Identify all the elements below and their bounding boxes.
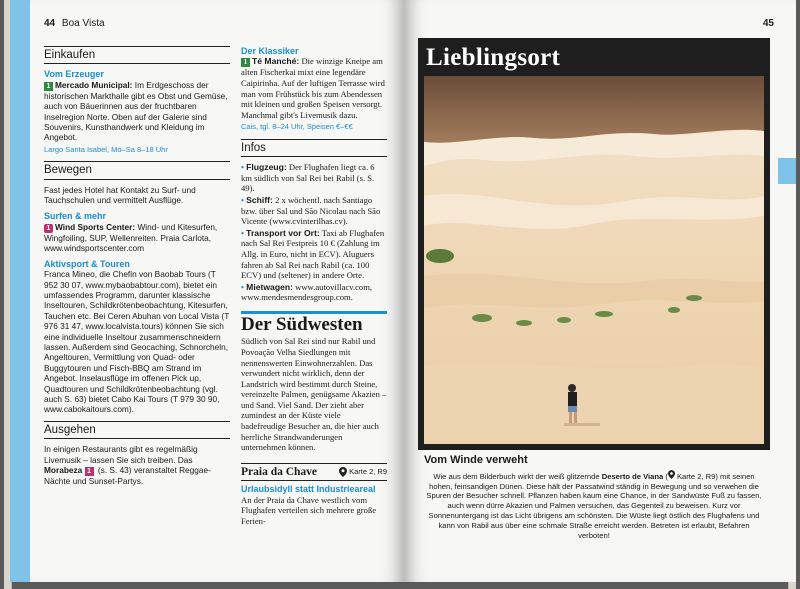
map-pin-icon xyxy=(668,470,675,479)
info-label: Mietwagen: xyxy=(246,281,293,292)
subhead-vom-erzeuger: Vom Erzeuger xyxy=(44,69,104,80)
klassiker-entry xyxy=(241,56,387,120)
map-marker-icon: 1 xyxy=(241,58,250,67)
mercado-info: Largo Santa Isabel, Mo–Sa 8–18 Uhr xyxy=(44,144,168,154)
section-heading-einkaufen: Einkaufen xyxy=(44,46,230,64)
caption-text-b: mit seinen hohen, feinsandigen Dünen. Diese hält der Passatwind ständig in Bewegung und so verwehen die Spuren der Besucher schnell. Pflanzen haben kaum eine Chance, in der Sandwüste Fuß zu fassen, auch wenn dürre Akazien und Palmen versuchen, das Gegenteil zu beweisen. Kurz vor Sonnenuntergang ist das Licht übrigens am schönsten. Die Wüste liegt östlich des Flughafens und kann von Rabil aus über eine schmale Straße erreicht werden. Betreten ist erlaubt, Befahren verboten! xyxy=(426,471,762,540)
left-page xyxy=(10,0,404,582)
map-pin-icon xyxy=(339,467,347,477)
info-text: Der Flughafen liegt ca. 6 km südlich von Sal Rei bei Rabil (s. S. 49). xyxy=(241,162,375,194)
info-item-mietwagen: • Mietwagen: www.autovillacv.com, www.mendesmendesgroup.com. xyxy=(241,281,373,303)
running-head: Boa Vista xyxy=(61,18,105,29)
nightlife-marker-icon: 1 xyxy=(85,467,94,476)
chapter-title-suedwesten: Der Südwesten xyxy=(241,311,387,330)
info-item-transport: • Transport vor Ort: Taxi ab Flughafen nach Sal Rei Festpreis 10 € (Zahlung im Allg. in Euro, nicht in ECV). Aluguers fahren ab Sal Rei nach Rabil (ca. 100 ECV) und (seltener) in andere Orte. xyxy=(241,227,385,281)
activity-marker-icon: 1 xyxy=(44,224,53,233)
caption-body: Wie aus dem Bilderbuch wirkt der weiß glitzernde Deserto de Viana ( Karte 2, R9) mit seinen hohen, feinsandigen Dünen. Diese hält der Passatwind ständig in Bewegung und so verwehen die Spuren der Besucher schnell. Pflanzen haben kaum eine Chance, in der Sandwüste Fuß zu fassen, auch wenn dürre Akazien und Palmen versuchen, das Gegenteil zu beweisen. Kurz vor Sonnenuntergang ist das Licht übrigens am schönsten. Die Wüste liegt östlich des Flughafens und kann von Rabil aus über eine schmale Straße erreicht werden. Betreten ist erlaubt, Befahren verboten! xyxy=(426,471,762,540)
info-label: Transport vor Ort: xyxy=(246,227,320,238)
surfen-text: Wind- und Kitesurfen, Wingfoiling, SUP, Wellenreiten. Praia Carlota, www.windsportscenter.com xyxy=(44,221,218,254)
desert-dunes-illustration xyxy=(424,76,764,444)
caption-text-a: Wie aus dem Bilderbuch wirkt der weiß glitzernde xyxy=(433,471,600,481)
chave-map-ref xyxy=(339,467,387,477)
subhead-klassiker: Der Klassiker xyxy=(241,46,299,56)
caption-karte: Karte 2, R9 xyxy=(676,471,716,481)
mercado-entry xyxy=(44,80,230,143)
desert-photo xyxy=(424,76,764,444)
cyan-margin-bar xyxy=(10,0,30,582)
morabeza-name: Morabeza xyxy=(44,465,83,475)
ausgehen-text-a: In einigen Restaurants gibt es regelmäßig Livemusik – lassen Sie sich treiben. Das xyxy=(44,444,198,465)
photo-title-lieblingsort: Lieblingsort xyxy=(426,44,561,71)
ausgehen-entry xyxy=(44,444,230,486)
mercado-name: Mercado Municipal: xyxy=(55,79,133,90)
info-text: Taxi ab Flughafen nach Sal Rei Festpreis 10 € (Zahlung im Allg. in Euro, nicht in ECV). Aluguers fahren ab Sal Rei nach Rabil (ca. 100 ECV) und (seltener) in andere Orte. xyxy=(241,227,385,281)
photo-frame xyxy=(418,38,770,450)
klassiker-info: Cais, tgl. 8–24 Uhr, Speisen €–€€ xyxy=(241,122,353,132)
mercado-text: Im Erdgeschoss der historischen Markthalle gibt es Obst und Gemüse, auch von Bäuerinnen aus der fruchtbaren Inselregion Norte. Oben auf der Galerie sind Souvenirs, Kunsthandwerk und Kleidung im Angebot. xyxy=(44,79,228,143)
info-text: www.autovillacv.com, www.mendesmendesgroup.com. xyxy=(241,281,373,303)
left-page-header xyxy=(44,18,105,29)
chave-title: Praia da Chave xyxy=(241,465,318,478)
klassiker-text: Die winzige Kneipe am alten Fischerkai mixt eine legendäre Caipirinha. Auf der luftigen Terrasse wird man vom Frühstück bis zum Abendessen mit kleinen und großen Speisen versorgt. Manchmal gibt's Livemusik dazu. xyxy=(241,56,385,120)
left-column-2 xyxy=(241,46,387,528)
aktivsport-text: Franca Mineo, die Chefin von Baobab Tours (T 952 30 07, www.mybaobabtour.com), bietet ein umfassendes Programm, darunter klassische Inseltouren, Schildkrötenbeobachtung, Kitesurfen, Tauchen etc. Bei Ceren Abuhan von Local Vista (T 976 31 47, www.localvista.tours) können Sie sich eine individuelle Inseltour zusammenschneidern lassen. Außerdem sind Geocaching, Schnorcheln, Angeltouren, Vermittlung von Quad- oder Buggytouren und Fisch-BBQ am Strand im Angebot. Inselausflüge im offenen Pick up, Quadtouren und Schildkrötenbeobachtung (vgl. auch S. 63) bietet Cabo Kai Tours (T 979 30 90, www.cabokaitours.com). xyxy=(44,269,230,415)
info-item-schiff: • Schiff: 2 x wöchentl. nach Santiago bzw. über Sal und São Nicolau nach São Vicente (www.cvinterilhas.cv). xyxy=(241,194,381,227)
section-heading-infos: Infos xyxy=(241,139,387,157)
subhead-aktivsport: Aktivsport & Touren xyxy=(44,258,130,269)
info-item-flugzeug: • Flugzeug: Der Flughafen liegt ca. 6 km südlich von Sal Rei bei Rabil (s. S. 49). xyxy=(241,162,375,194)
bewegen-intro: Fast jedes Hotel hat Kontakt zu Surf- und Tauchschulen und vermittelt Ausflüge. xyxy=(44,184,196,206)
info-label: Schiff: xyxy=(246,194,273,205)
praia-da-chave-heading xyxy=(241,463,387,481)
page-number-right: 45 xyxy=(762,18,774,29)
map-marker-icon: 1 xyxy=(44,82,53,91)
open-book xyxy=(4,0,796,589)
photo-caption xyxy=(424,456,764,540)
section-heading-bewegen: Bewegen xyxy=(44,161,230,179)
right-page xyxy=(404,0,796,582)
te-manche-name: Té Manché: xyxy=(252,56,300,67)
chave-text: An der Praia da Chave westlich vom Flughafen verteilen sich mehrere große Ferien- xyxy=(241,494,377,526)
chave-karte: Karte 2, R9 xyxy=(349,466,387,476)
cyan-margin-tab xyxy=(778,158,796,184)
caption-deserto: Deserto de Viana xyxy=(601,471,664,481)
subhead-urlaubsidyll: Urlaubsidyll statt Industrieareal xyxy=(241,484,376,495)
suedwesten-text: Südlich von Sal Rei sind nur Rabil und Povoação Velha Siedlungen mit nennenswerten Einwohnerzahlen. Das verwundert nicht wirklich, denn der Landstrich wird bestimmt durch Steine, vereinzelte Palmen, genügsame Akazien – und Sand. Viel Sand. Der zieht aber zumindest an der Küste viele badefreudige Besucher an, die hier auch herrliche Strandwanderungen unternehmen können. xyxy=(241,336,387,453)
info-text: 2 x wöchentl. nach Santiago bzw. über Sal und São Nicolau nach São Vicente (www.cvinterilhas.cv). xyxy=(241,194,381,227)
left-column-1 xyxy=(44,46,230,488)
page-number-left: 44 xyxy=(44,18,56,29)
info-label: Flugzeug: xyxy=(246,162,287,173)
ausgehen-text-b: (s. S. 43) veranstaltet Reggae-Nächte und Sunset-Partys. xyxy=(44,465,211,486)
subhead-surfen: Surfen & mehr xyxy=(44,211,107,222)
surfen-entry xyxy=(44,222,230,254)
surfen-name: Wind Sports Center: xyxy=(55,221,136,232)
caption-title: Vom Winde verweht xyxy=(424,454,528,466)
section-heading-ausgehen: Ausgehen xyxy=(44,421,230,439)
